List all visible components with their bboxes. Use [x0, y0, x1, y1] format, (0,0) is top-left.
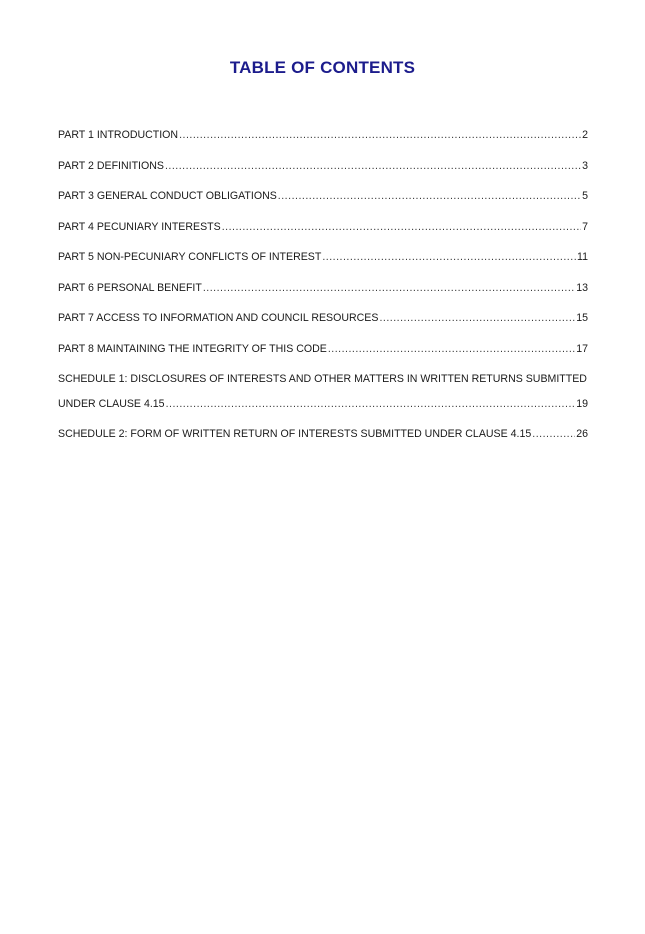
toc-entry-schedule-2[interactable] [58, 427, 588, 441]
toc-dot-leader [165, 159, 581, 173]
toc-page-number: 11 [577, 251, 588, 263]
toc-entry-part-2[interactable] [58, 159, 588, 173]
toc-dot-leader [322, 250, 576, 264]
toc-entry-schedule-1[interactable] [58, 372, 588, 411]
toc-entry-label: SCHEDULE 2: FORM OF WRITTEN RETURN OF INTERESTS SUBMITTED UNDER CLAUSE 4.15 [58, 428, 532, 440]
toc-dot-leader [532, 427, 575, 441]
toc-entry-part-1[interactable] [58, 128, 588, 142]
toc-entry-label: PART 6 PERSONAL BENEFIT [58, 281, 202, 294]
toc-entry-part-5[interactable] [58, 250, 588, 264]
toc-page-number: 2 [582, 129, 588, 141]
toc-dot-leader [222, 220, 581, 234]
toc-page-number: 5 [582, 190, 588, 202]
toc-dot-leader [278, 189, 581, 203]
toc-entry-label: PART 2 DEFINITIONS [58, 159, 164, 172]
toc-page-number: 15 [576, 312, 588, 324]
toc-entry-part-4[interactable] [58, 220, 588, 234]
toc-entry-label-line2: UNDER CLAUSE 4.15 [58, 397, 165, 410]
toc-page-number: 26 [576, 428, 588, 440]
toc-dot-leader [328, 342, 575, 356]
toc-entry-part-3[interactable] [58, 189, 588, 203]
toc-page-number: 13 [576, 281, 588, 294]
toc-page-number: 3 [582, 159, 588, 172]
toc-dot-leader [179, 128, 581, 142]
toc-page-number: 7 [582, 220, 588, 233]
toc-entry-part-7[interactable] [58, 311, 588, 325]
toc-entry-label: PART 1 INTRODUCTION [58, 129, 179, 141]
toc-dot-leader [203, 281, 575, 295]
toc-entry-part-6[interactable] [58, 281, 588, 295]
table-of-contents [58, 128, 588, 458]
toc-entry-part-8[interactable] [58, 342, 588, 356]
toc-dot-leader [166, 397, 576, 411]
toc-entry-label: PART 5 NON-PECUNIARY CONFLICTS OF INTEREST [58, 251, 322, 263]
page-title: TABLE OF CONTENTS [229, 58, 416, 77]
toc-page-number: 17 [576, 342, 588, 355]
toc-dot-leader [379, 311, 575, 325]
toc-entry-label: PART 8 MAINTAINING THE INTEGRITY OF THIS CODE [58, 342, 327, 355]
toc-entry-label: PART 7 ACCESS TO INFORMATION AND COUNCIL RESOURCES [58, 312, 379, 324]
toc-entry-line2 [58, 397, 588, 411]
toc-page-number: 19 [576, 397, 588, 410]
toc-entry-label: PART 4 PECUNIARY INTERESTS [58, 220, 221, 233]
toc-entry-label-line1: SCHEDULE 1: DISCLOSURES OF INTERESTS AND OTHER MATTERS IN WRITTEN RETURNS SUBMITTED [58, 373, 587, 385]
toc-entry-label: PART 3 GENERAL CONDUCT OBLIGATIONS [58, 190, 277, 202]
